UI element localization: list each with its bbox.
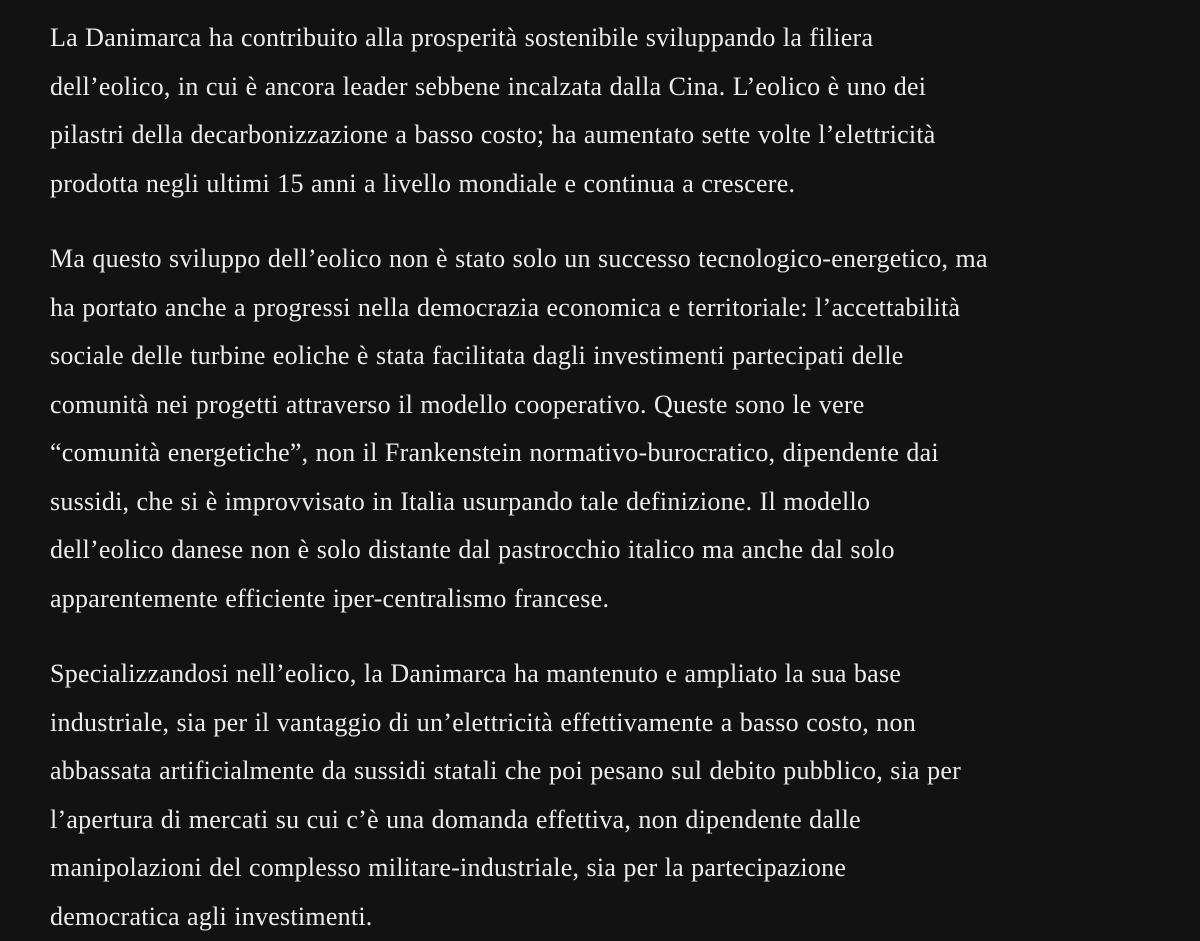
paragraph-1 xyxy=(50,14,1160,208)
paragraph-line: abbassata artificialmente da sussidi statali che poi pesano sul debito pubblico, sia per xyxy=(50,747,1160,796)
paragraph-line: sussidi, che si è improvvisato in Italia usurpando tale definizione. Il modello xyxy=(50,478,1160,527)
paragraph-line: manipolazioni del complesso militare-industriale, sia per la partecipazione xyxy=(50,844,1160,893)
paragraph-line: “comunità energetiche”, non il Frankenstein normativo-burocratico, dipendente dai xyxy=(50,429,1160,478)
paragraph-2 xyxy=(50,235,1160,623)
paragraph-line: l’apertura di mercati su cui c’è una domanda effettiva, non dipendente dalle xyxy=(50,796,1160,845)
paragraph-line: Ma questo sviluppo dell’eolico non è stato solo un successo tecnologico-energetico, ma xyxy=(50,235,1160,284)
paragraph-line: Specializzandosi nell’eolico, la Danimarca ha mantenuto e ampliato la sua base xyxy=(50,650,1160,699)
paragraph-3 xyxy=(50,650,1160,941)
paragraph-line: ha portato anche a progressi nella democrazia economica e territoriale: l’accettabilità xyxy=(50,284,1160,333)
paragraph-line: comunità nei progetti attraverso il modello cooperativo. Queste sono le vere xyxy=(50,381,1160,430)
paragraph-line: dell’eolico danese non è solo distante dal pastrocchio italico ma anche dal solo xyxy=(50,526,1160,575)
paragraph-line: sociale delle turbine eoliche è stata facilitata dagli investimenti partecipati delle xyxy=(50,332,1160,381)
paragraph-line: prodotta negli ultimi 15 anni a livello mondiale e continua a crescere. xyxy=(50,160,1160,209)
paragraph-line: democratica agli investimenti. xyxy=(50,893,1160,941)
paragraph-line: dell’eolico, in cui è ancora leader sebbene incalzata dalla Cina. L’eolico è uno dei xyxy=(50,63,1160,112)
paragraph-line: industriale, sia per il vantaggio di un’elettricità effettivamente a basso costo, non xyxy=(50,699,1160,748)
paragraph-line: pilastri della decarbonizzazione a basso costo; ha aumentato sette volte l’elettricità xyxy=(50,111,1160,160)
paragraph-line: apparentemente efficiente iper-centralismo francese. xyxy=(50,575,1160,624)
paragraph-line: La Danimarca ha contribuito alla prosperità sostenibile sviluppando la filiera xyxy=(50,14,1160,63)
